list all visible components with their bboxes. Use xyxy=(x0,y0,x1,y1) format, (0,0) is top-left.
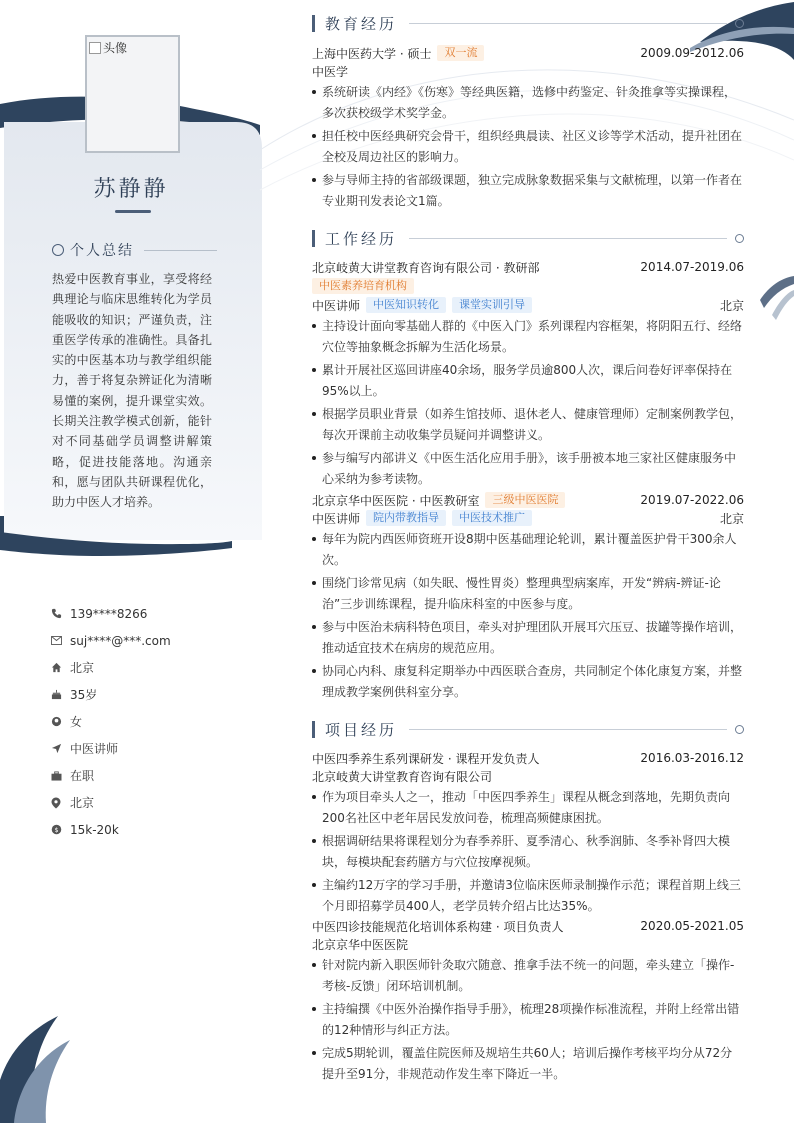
project-period: 2016.03-2016.12 xyxy=(640,751,744,765)
list-item: 主持设计面向零基础人群的《中医入门》系列课程内容框架，将阴阳五行、经络穴位等抽象概念拆解为生活化场景。 xyxy=(312,316,744,357)
project-org: 北京京华中医医院 xyxy=(312,937,409,952)
job-role: 中医讲师 xyxy=(312,511,361,526)
job-role: 中医讲师 xyxy=(312,298,361,313)
list-item: 根据学员职业背景（如养生馆技师、退休老人、健康管理师）定制案例教学包，每次开课前主动收集学员疑问并调整讲义。 xyxy=(312,404,744,445)
summary-title: 个人总结 xyxy=(70,243,134,259)
school-name: 上海中医药大学 · 硕士 xyxy=(312,46,432,61)
summary-heading xyxy=(52,240,217,260)
broken-image-icon xyxy=(89,42,101,54)
list-item: 主编约12万字的学习手册，并邀请3位临床医师录制操作示范；课程首期上线三个月即招募学员400人，老学员转介绍占比达35%。 xyxy=(312,875,744,916)
contact-text: 北京 xyxy=(70,661,95,675)
list-item: 作为项目牵头人之一，推动「中医四季养生」课程从概念到落地，先期负责向200名社区中老年居民发放问卷，梳理高频健康困扰。 xyxy=(312,787,744,828)
job-city: 北京 xyxy=(719,298,744,313)
org-tag: 中医素养培育机构 xyxy=(312,278,414,294)
contact-phone xyxy=(50,600,171,627)
skill-tag: 课堂实训引导 xyxy=(452,297,532,313)
list-item: 参与编写内部讲义《中医生活化应用手册》，该手册被本地三家社区健康服务中心采纳为参考读物。 xyxy=(312,448,744,489)
contact-text: 女 xyxy=(70,715,83,729)
divider xyxy=(144,250,217,251)
list-item: 针对院内新入职医师针灸取穴随意、推拿手法不统一的问题，牵头建立「操作-考核-反馈」闭环培训机制。 xyxy=(312,955,744,996)
work-entry xyxy=(312,258,744,492)
section-title: 项目经历 xyxy=(325,721,398,739)
svg-text:$: $ xyxy=(53,825,59,834)
list-item: 系统研读《内经》《伤寒》等经典医籍，选修中药鉴定、针灸推拿等实操课程，多次获校级学术奖学金。 xyxy=(312,82,744,123)
mail-icon xyxy=(50,635,62,647)
contact-gender xyxy=(50,708,171,735)
list-item: 担任校中医经典研究会骨干，组织经典晨读、社区义诊等学术活动，提升社团在全校及周边社区的影响力。 xyxy=(312,126,744,167)
org-tag: 三级中医医院 xyxy=(485,492,565,508)
education-entry xyxy=(312,44,744,214)
contact-city xyxy=(50,789,171,816)
contact-status xyxy=(50,762,171,789)
list-item: 协同心内科、康复科定期举办中西医联合查房，共同制定个体化康复方案，并整理成教学案例供科室分享。 xyxy=(312,661,744,702)
project-period: 2020.05-2021.05 xyxy=(640,919,744,933)
candidate-name: 苏静静 xyxy=(93,177,169,202)
skill-tag: 院内带教指导 xyxy=(366,510,446,526)
project-name: 中医四季养生系列课研发 · 课程开发负责人 xyxy=(312,751,540,766)
name-underline xyxy=(115,210,151,213)
list-item: 参与中医治未病科特色项目，牵头对护理团队开展耳穴压豆、拔罐等操作培训，推动适宜技术在病房的规范应用。 xyxy=(312,617,744,658)
avatar-alt-text: 头像 xyxy=(103,41,128,55)
send-icon xyxy=(50,743,62,755)
location-icon xyxy=(50,797,62,809)
work-heading xyxy=(312,228,744,249)
project-entry xyxy=(312,917,744,1087)
avatar xyxy=(85,35,180,153)
project-org: 北京岐黄大讲堂教育咨询有限公司 xyxy=(312,769,493,784)
list-item: 主持编撰《中医外治操作指导手册》，梳理28项操作标准流程，并附上经常出错的12种情形与纠正方法。 xyxy=(312,999,744,1040)
major: 中医学 xyxy=(312,64,349,79)
salary-icon xyxy=(50,824,62,836)
phone-icon xyxy=(50,608,62,620)
summary-text: 热爱中医教育事业，享受将经典理论与临床思维转化为学员能吸收的知识；严谨负责，注重医学传承的准确性。具备扎实的中医基本功与教学组织能力，善于将复杂辨证化为清晰易懂的案例，提升课堂实效。长期关注教学模式创新，能针对不同基础学员调整讲解策略，促进技能落地。沟通亲和，愿与团队共研课程优化，助力中医人才培养。 xyxy=(52,272,212,510)
ring-icon xyxy=(735,19,744,28)
contact-residence xyxy=(50,654,171,681)
list-item: 根据调研结果将课程划分为春季养肝、夏季清心、秋季润肺、冬季补肾四大模块，每模块配套药膳方与穴位按摩视频。 xyxy=(312,831,744,872)
work-period: 2014.07-2019.06 xyxy=(640,260,744,274)
home-icon xyxy=(50,662,62,674)
education-period: 2009.09-2012.06 xyxy=(640,46,744,60)
contact-list xyxy=(50,600,171,843)
list-item: 完成5期轮训，覆盖住院医师及规培生共60人；培训后操作考核平均分从72分提升至91分，非规范动作发生率下降近一半。 xyxy=(312,1043,744,1084)
ring-icon xyxy=(735,725,744,734)
list-item: 参与导师主持的省部级课题，独立完成脉象数据采集与文献梳理，以第一作者在专业期刊发表论文1篇。 xyxy=(312,170,744,211)
project-entry xyxy=(312,749,744,919)
org-name: 北京京华中医医院 · 中医教研室 xyxy=(312,493,480,508)
job-city: 北京 xyxy=(719,511,744,526)
section-title: 工作经历 xyxy=(325,230,398,248)
work-period: 2019.07-2022.06 xyxy=(640,493,744,507)
list-item: 每年为院内西医师资班开设8期中医基础理论轮训，累计覆盖医护骨干300余人次。 xyxy=(312,529,744,570)
contact-text: 15k-20k xyxy=(70,822,119,837)
contact-text: 139****8266 xyxy=(70,606,148,621)
skill-tag: 中医知识转化 xyxy=(366,297,446,313)
section-title: 教育经历 xyxy=(325,15,398,33)
education-heading xyxy=(312,13,744,34)
contact-text: 中医讲师 xyxy=(70,742,119,756)
list-item: 围绕门诊常见病（如失眠、慢性胃炎）整理典型病案库，开发“辨病-辨证-论治”三步训练课程，提升临床科室的中医参与度。 xyxy=(312,573,744,614)
ring-icon xyxy=(735,234,744,243)
contact-text: 北京 xyxy=(70,796,95,810)
work-entry xyxy=(312,491,744,705)
gender-icon xyxy=(50,716,62,728)
list-item: 累计开展社区巡回讲座40余场，服务学员逾800人次，课后问卷好评率保持在95%以上。 xyxy=(312,360,744,401)
contact-age xyxy=(50,681,171,708)
pin-icon xyxy=(52,244,64,256)
briefcase-icon xyxy=(50,770,62,782)
contact-text: 35岁 xyxy=(70,688,98,702)
school-tag: 双一流 xyxy=(437,45,484,61)
org-name: 北京岐黄大讲堂教育咨询有限公司 · 教研部 xyxy=(312,260,540,275)
contact-email xyxy=(50,627,171,654)
contact-position xyxy=(50,735,171,762)
contact-text: 在职 xyxy=(70,769,95,783)
contact-text: suj****@***.com xyxy=(70,633,171,648)
cake-icon xyxy=(50,689,62,701)
contact-salary xyxy=(50,816,171,843)
projects-heading xyxy=(312,719,744,740)
project-name: 中医四诊技能规范化培训体系构建 · 项目负责人 xyxy=(312,919,564,934)
skill-tag: 中医技术推广 xyxy=(452,510,532,526)
